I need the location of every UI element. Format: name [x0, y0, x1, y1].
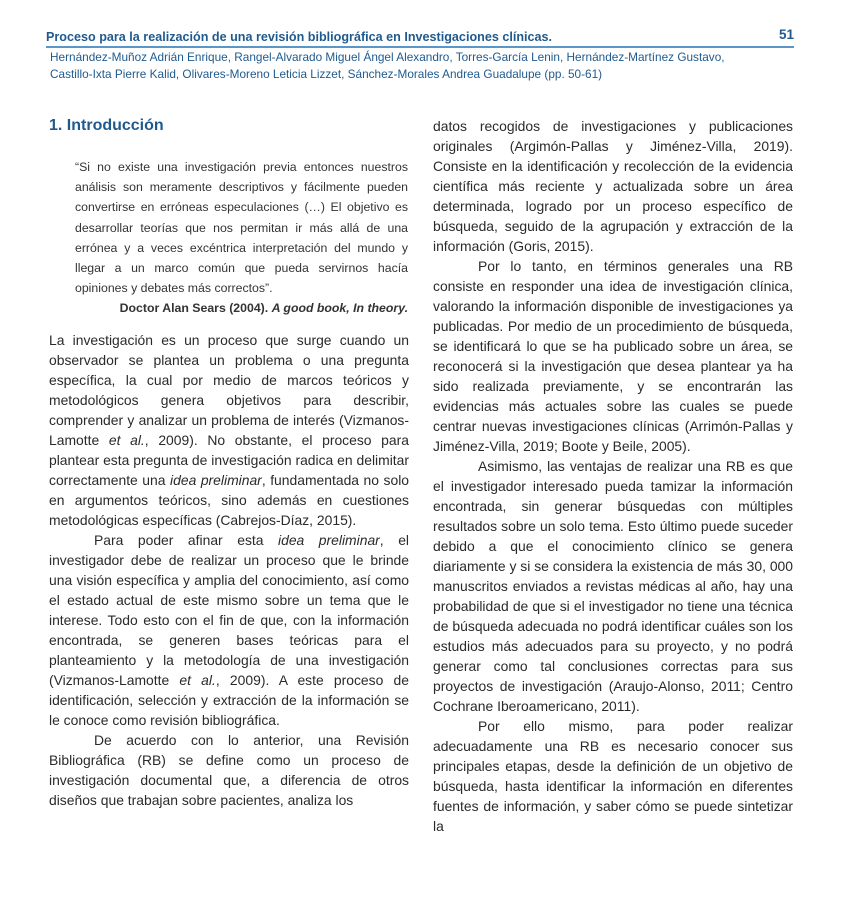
epigraph-attribution — [75, 298, 408, 318]
text-run: Para poder afinar esta — [94, 532, 279, 548]
header-rule — [46, 46, 794, 48]
running-header — [46, 27, 794, 46]
epigraph-text: “Si no existe una investigación previa entonces nuestros análisis son meramente descriptivos y fácilmente pueden convertirse en erróneas especulaciones (…) El objetivo es desarrollar teorías que nos permitan ir más allá de una errónea y a veces excéntrica interpretación del mundo y llegar a un marco común que pueda servirnos hacía opiniones y debates más correctos”. — [75, 160, 408, 296]
epigraph — [75, 157, 408, 319]
paragraph: De acuerdo con lo anterior, una Revisión Bibliográfica (RB) se define como un proceso de investigación documental que, a diferencia de otros diseños que trabajan sobre pacientes, analiza los — [49, 732, 409, 808]
author-line-2: Castillo-Ixta Pierre Kalid, Olivares-Moreno Leticia Lizzet, Sánchez-Morales Andrea Guadalupe (pp. 50-61) — [50, 67, 603, 81]
epigraph-work: A good book, In theory. — [271, 301, 408, 316]
right-column — [433, 116, 793, 836]
text-run: , 2009). A este proceso de identificación, selección y extracción de la información se le conoce como revisión bibliográfica. — [49, 672, 409, 728]
paragraph — [49, 330, 409, 530]
text-run-italic: et al. — [179, 672, 216, 688]
paragraph — [49, 530, 409, 730]
author-line-1: Hernández-Muñoz Adrián Enrique, Rangel-Alvarado Miguel Ángel Alexandro, Torres-García Lenin, Hernández-Martínez Gustavo, — [50, 50, 725, 64]
text-run: La investigación es un proceso que surge cuando un observador se plantea un problema o una pregunta específica, la cual por medio de marcos teóricos y metodológicos genera objetivos para describir, comprender y analizar un problema de interés (Vizmanos-Lamotte — [49, 332, 409, 448]
text-run: , el investigador debe de realizar un proceso que le brinde una visión específica y amplia del conocimiento, así como el estado actual de este mismo sobre un tema que le interese. Todo esto con el fin de que, con la información encontrada, se generen bases teóricas para el planteamiento y la metodología de una investigación (Vizmanos-Lamotte — [49, 532, 410, 688]
text-run-italic: et al. — [108, 432, 145, 448]
left-column — [49, 330, 409, 810]
text-run: , 2009). No obstante, el proceso para plantear esta pregunta de investigación radica en delimitar correctamente una — [49, 432, 409, 488]
text-run: , fundamentada no solo en argumentos teóricos, sino además en cuestiones metodológicas específicas (Cabrejos-Díaz, 2015). — [49, 472, 410, 528]
paragraph: datos recogidos de investigaciones y publicaciones originales (Argimón-Pallas y Jiménez-Villa, 2019). Consiste en la identificación y recolección de la evidencia científica más reciente y actualizada sobre un área determinada, logrado por un proceso específico de búsqueda, seguido de la agrupación y extracción de la información (Goris, 2015). — [433, 118, 793, 254]
paragraph: Asimismo, las ventajas de realizar una RB es que el investigador interesado pueda tamizar la información encontrada, sin generar búsquedas con múltiples resultados sobre un solo tema. Esto último puede suceder debido a que el conocimiento clínico se genera diariamente y si se considera la existencia de más 30, 000 manuscritos enviados a revistas médicas al año, hay una probabilidad de que si el investigador no tiene una técnica de búsqueda adecuada no podrá identificar cuáles son los estudios más adecuados para su proyecto, y no podrá generar como tal conclusiones correctas para sus proyectos de investigación (Araujo-Alonso, 2011; Centro Cochrane Iberoamericano, 2011). — [433, 458, 793, 714]
section-title: 1. Introducción — [49, 117, 164, 134]
text-run-italic: idea preliminar — [278, 532, 380, 548]
text-run-italic: idea preliminar — [170, 472, 262, 488]
running-header-title: Proceso para la realización de una revisión bibliográfica en Investigaciones clínicas. — [46, 30, 553, 44]
paragraph: Por lo tanto, en términos generales una RB consiste en responder una idea de investigación clínica, valorando la información disponible de investigaciones ya publicadas. Por medio de un procedimiento de búsqueda, se identificará lo que se ha publicado sobre un área, se reconocerá si la investigación que desea plantear ya ha sido realizada previamente, y se encontrarán las evidencias más actuales sobre las cuales se puede centrar nuevas investigaciones clínicas (Arrimón-Pallas y Jiménez-Villa, 2019; Boote y Beile, 2005). — [433, 258, 793, 454]
author-list — [50, 49, 794, 83]
epigraph-author: Doctor Alan Sears (2004). — [119, 301, 272, 316]
paragraph: Por ello mismo, para poder realizar adecuadamente una RB es necesario conocer sus principales etapas, desde la definición de un objetivo de búsqueda, hasta identificar la información en diferentes fuentes de información, y saber cómo se puede sintetizar la — [433, 718, 793, 834]
page-number: 51 — [778, 27, 794, 42]
